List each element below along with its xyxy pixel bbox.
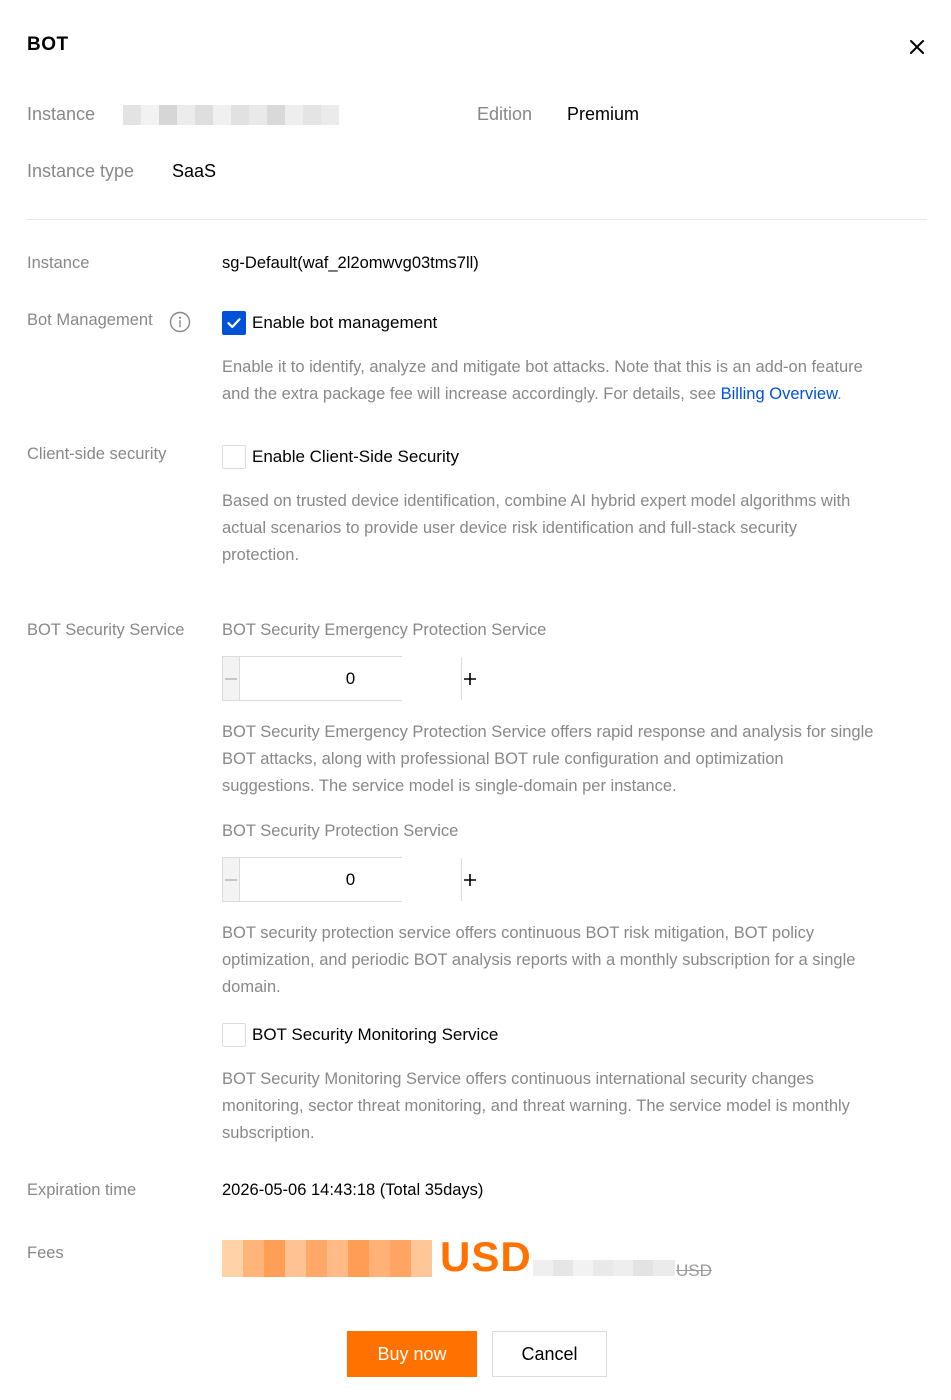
- monitoring-service-description: BOT Security Monitoring Service offers continuous international security changes monitoring, sector threat monitoring, and threat warning. The service model is monthly subscription.: [222, 1070, 850, 1142]
- emergency-service-description: BOT Security Emergency Protection Service offers rapid response and analysis for single BOT attacks, along with professional BOT rule configuration and optimization suggestions. The service model is single-domain per instance.: [222, 723, 874, 795]
- close-icon: [904, 34, 930, 60]
- check-icon: [226, 315, 242, 331]
- enable-bot-management-checkbox[interactable]: [222, 311, 246, 335]
- cancel-button[interactable]: Cancel: [492, 1331, 607, 1377]
- protection-service-description: BOT security protection service offers continuous BOT risk mitigation, BOT policy optimization, and periodic BOT analysis reports with a monthly subscription for a single domain.: [222, 924, 856, 996]
- summary-instance-label: Instance: [27, 104, 96, 124]
- enable-bot-management-label[interactable]: Enable bot management: [252, 313, 438, 332]
- client-side-security-label: Client-side security: [27, 445, 167, 463]
- close-button[interactable]: [904, 34, 930, 60]
- summary-edition-label: Edition: [477, 104, 533, 124]
- bot-security-monitoring-checkbox[interactable]: [222, 1023, 246, 1047]
- billing-overview-link[interactable]: Billing Overview: [720, 385, 838, 403]
- info-icon[interactable]: [169, 311, 191, 333]
- emergency-increment-button[interactable]: [461, 657, 478, 700]
- protection-decrement-button[interactable]: [223, 858, 240, 901]
- emergency-quantity-stepper: [222, 656, 402, 701]
- expiration-time-value: 2026-05-06 14:43:18 (Total 35days): [222, 1181, 484, 1199]
- summary-instance-type-label: Instance type: [27, 161, 135, 181]
- minus-icon: [223, 671, 239, 687]
- redacted-fee-amount: [222, 1240, 432, 1277]
- expiration-time-label: Expiration time: [27, 1181, 137, 1199]
- emergency-decrement-button[interactable]: [223, 657, 240, 700]
- protection-quantity-stepper: [222, 857, 402, 902]
- summary-instance-type-value: SaaS: [172, 161, 217, 181]
- plus-icon: [462, 671, 478, 687]
- client-side-security-description: Based on trusted device identification, combine AI hybrid expert model algorithms with actual scenarios to provide user device risk identification and full-stack security protection.: [222, 492, 851, 564]
- fees-label: Fees: [27, 1244, 64, 1262]
- original-fee-currency: USD: [676, 1261, 712, 1280]
- emergency-service-title: BOT Security Emergency Protection Service: [222, 621, 547, 639]
- summary-edition-value: Premium: [567, 104, 640, 124]
- instance-value: sg-Default(waf_2l2omwvg03tms7ll): [222, 254, 479, 272]
- plus-icon: [462, 872, 478, 888]
- protection-increment-button[interactable]: [461, 858, 478, 901]
- minus-icon: [223, 872, 239, 888]
- protection-service-title: BOT Security Protection Service: [222, 822, 459, 840]
- divider: [27, 219, 927, 220]
- redacted-instance-name: [123, 105, 339, 125]
- buy-now-button[interactable]: Buy now: [347, 1331, 477, 1377]
- fee-currency: USD: [440, 1233, 532, 1280]
- enable-client-side-security-checkbox[interactable]: [222, 445, 246, 469]
- protection-quantity-input[interactable]: [240, 858, 461, 901]
- bot-management-description: Enable it to identify, analyze and mitigate bot attacks. Note that this is an add-on feature and the extra package fee will increase accordingly. For details, see Billing Overview.: [222, 358, 863, 403]
- redacted-original-fee: [533, 1260, 675, 1276]
- bot-security-monitoring-label[interactable]: BOT Security Monitoring Service: [252, 1025, 499, 1044]
- bot-security-service-label: BOT Security Service: [27, 621, 185, 639]
- bot-management-label: Bot Management: [27, 311, 153, 329]
- dialog-title: BOT: [27, 34, 69, 55]
- enable-client-side-security-label[interactable]: Enable Client-Side Security: [252, 447, 459, 466]
- instance-label: Instance: [27, 254, 90, 272]
- emergency-quantity-input[interactable]: [240, 657, 461, 700]
